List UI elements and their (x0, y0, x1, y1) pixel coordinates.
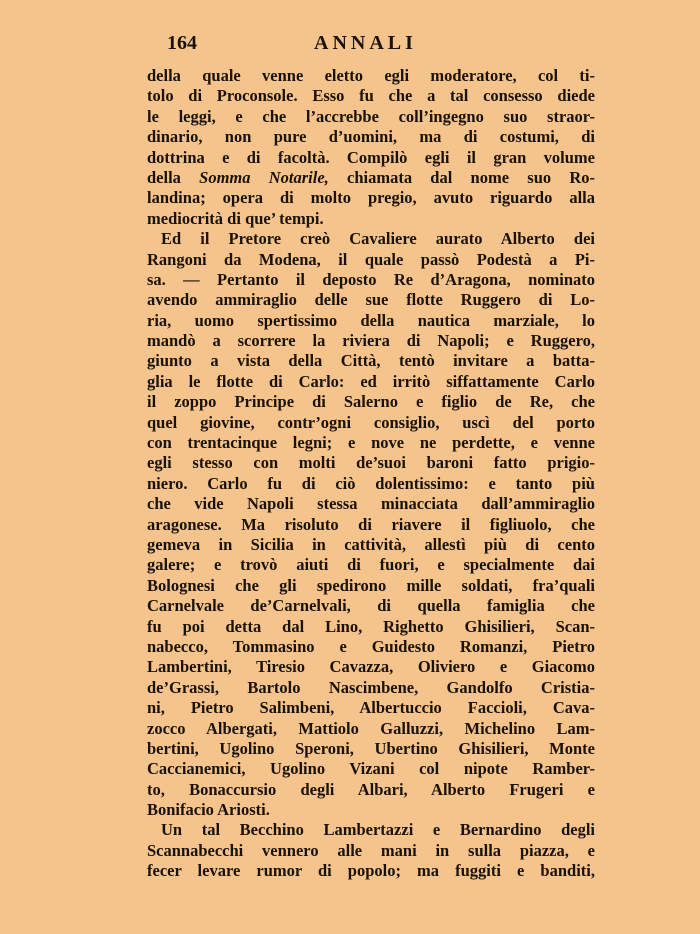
text-line: il zoppo Principe di Salerno e figlio de Re, che (147, 392, 595, 412)
text-line: dinario, non pure d’uomini, ma di costumi, di (147, 127, 595, 147)
text-line: giunto a vista della Città, tentò invitare a batta- (147, 351, 595, 371)
page-number: 164 (167, 32, 197, 54)
text-line: glia le flotte di Carlo: ed irritò siffattamente Carlo (147, 371, 595, 391)
text-line: con trentacinque legni; e nove ne perdette, e venne (147, 433, 595, 453)
text-line: mediocrità di que’ tempi. (147, 208, 324, 228)
text-line: Ed il Pretore creò Cavaliere aurato Alberto dei (161, 229, 595, 249)
text-line: de’Grassi, Bartolo Nascimbene, Gandolfo Cristia- (147, 677, 595, 697)
body-text (147, 66, 595, 882)
text-line: Caccianemici, Ugolino Vizani col nipote Ramber- (147, 759, 595, 779)
text-line: niero. Carlo fu di ciò dolentissimo: e tanto più (147, 473, 595, 493)
text-line: che vide Napoli stessa minacciata dall’ammiraglio (147, 494, 595, 514)
italic-title: Somma Notarile, (199, 167, 329, 187)
text-line: Carnelvale de’Carnelvali, di quella famiglia che (147, 596, 595, 616)
text-line: nabecco, Tommasino e Guidesto Romanzi, Pietro (147, 636, 595, 656)
text-line: galere; e trovò aiuti di fuori, e specialmente dai (147, 555, 595, 575)
text-line: aragonese. Ma risoluto di riavere il figliuolo, che (147, 514, 595, 534)
text-line: mandò a scorrere la riviera di Napoli; e Ruggero, (147, 331, 595, 351)
running-head: ANNALI (314, 32, 417, 54)
text-line: dottrina e di facoltà. Compilò egli il gran volume (147, 147, 595, 167)
text-line: della quale venne eletto egli moderatore, col ti- (147, 66, 595, 85)
text-line: tolo di Proconsole. Esso fu che a tal consesso diede (147, 86, 595, 106)
text-line: Rangoni da Modena, il quale passò Podestà a Pi- (147, 249, 595, 269)
text-line: landina; opera di molto pregio, avuto riguardo alla (147, 188, 595, 208)
text-line: to, Bonaccursio degli Albari, Alberto Frugeri e (147, 779, 595, 799)
text-line: Bonifacio Ariosti. (147, 800, 270, 820)
text-line: quel giovine, contr’ogni consiglio, uscì del porto (147, 412, 595, 432)
text-line: ria, uomo spertissimo della nautica marziale, lo (147, 310, 595, 330)
text-line: avendo ammiraglio delle sue flotte Ruggero di Lo- (147, 290, 595, 310)
text-line: gemeva in Sicilia in cattività, allestì più di cento (147, 534, 595, 554)
text-line: ni, Pietro Salimbeni, Albertuccio Faccioli, Cava- (147, 698, 595, 718)
text-line: Un tal Becchino Lambertazzi e Bernardino degli (161, 820, 595, 840)
page-header (0, 30, 700, 60)
text-line: fu poi detta dal Lino, Righetto Ghisilieri, Scan- (147, 616, 595, 636)
text-line: fecer levare rumor di popolo; ma fuggiti e banditi, (147, 861, 595, 881)
text-line: sa. — Pertanto il deposto Re d’Aragona, nominato (147, 269, 595, 289)
text-line: zocco Albergati, Mattiolo Galluzzi, Michelino Lam- (147, 718, 595, 738)
text-line: bertini, Ugolino Speroni, Ubertino Ghisilieri, Monte (147, 738, 595, 758)
text-fragment: chiamata dal nome suo Ro- (328, 167, 596, 187)
text-line: Lambertini, Tiresio Cavazza, Oliviero e Giacomo (147, 657, 595, 677)
text-line: Scannabecchi vennero alle mani in sulla piazza, e (147, 840, 595, 860)
text-line: egli stesso con molti de’suoi baroni fatto prigio- (147, 453, 595, 473)
text-line: le leggi, e che l’accrebbe coll’ingegno suo straor- (147, 106, 595, 126)
text-fragment: della (147, 167, 200, 187)
text-line (147, 168, 595, 188)
text-line: Bolognesi che gli spedirono mille soldati, fra’quali (147, 575, 595, 595)
